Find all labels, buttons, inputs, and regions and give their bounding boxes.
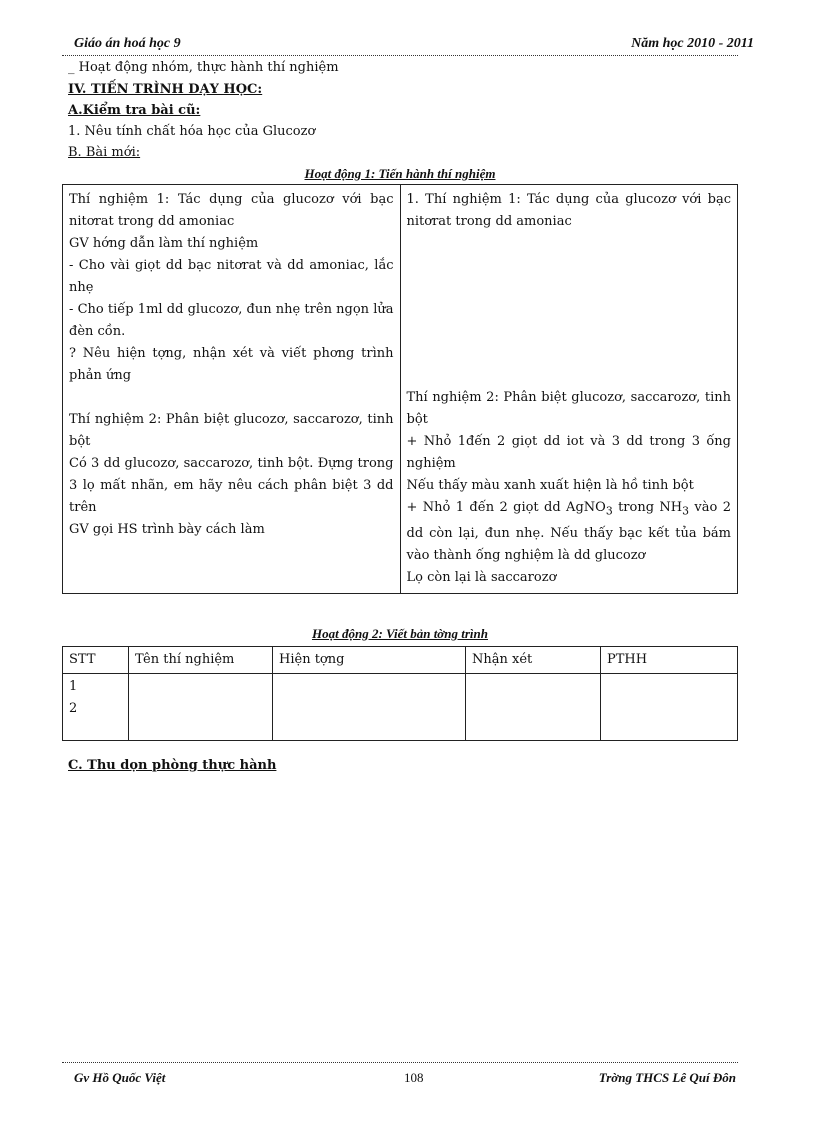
left-exp1-line: - Cho vài giọt dd bạc nitơrat và dd amoniac, lắc nhẹ bbox=[69, 258, 394, 295]
header-divider bbox=[62, 55, 738, 56]
right-exp2-line: Lọ còn lại là saccarozơ bbox=[406, 569, 557, 585]
left-exp1-line: ? Nêu hiện tợng, nhận xét và viết phơng trình phản ứng bbox=[69, 346, 394, 383]
right-exp1-line: 1. Thí nghiệm 1: Tác dụng của glucozơ với bạc nitơrat trong dd amoniac bbox=[406, 192, 731, 229]
header-left: Giáo án hoá học 9 bbox=[74, 36, 181, 51]
text-part: + Nhỏ 1 đến 2 giọt dd AgNO bbox=[406, 500, 606, 515]
empty-cell bbox=[466, 674, 601, 741]
empty-cell bbox=[601, 674, 738, 741]
empty-cell bbox=[273, 674, 466, 741]
report-table bbox=[62, 646, 738, 741]
left-exp2-line: Thí nghiệm 2: Phân biệt glucozơ, saccarozơ, tinh bột bbox=[69, 412, 394, 449]
text-part: vào 2 dd còn lại, đun nhẹ. Nếu thấy bạc kết tủa bám vào thành ống nghiệm là dd glucozơ bbox=[406, 500, 732, 563]
report-body-row bbox=[63, 674, 738, 741]
activity1-title: Hoạt động 1: Tiến hành thí nghiệm bbox=[304, 166, 496, 181]
section-b-heading: B. Bài mới: bbox=[68, 145, 141, 160]
activity1-right-cell bbox=[400, 185, 738, 594]
stt-value: 2 bbox=[69, 701, 78, 716]
section-a-heading: A.Kiểm tra bài cũ: bbox=[68, 103, 201, 118]
right-exp2-line: Nếu thấy màu xanh xuất hiện là hồ tinh bột bbox=[406, 478, 694, 493]
right-exp2-line: Thí nghiệm 2: Phân biệt glucozơ, saccarozơ, tinh bột bbox=[406, 390, 731, 427]
intro-line: _ Hoạt động nhóm, thực hành thí nghiệm bbox=[68, 60, 339, 75]
left-exp2-line: Có 3 dd glucozơ, saccarozơ, tinh bột. Đựng trong 3 lọ mất nhãn, em hãy nêu cách phân biệt 3 dd trên bbox=[69, 456, 394, 515]
header-right: Năm học 2010 - 2011 bbox=[631, 36, 754, 51]
col-header-stt: STT bbox=[63, 647, 129, 674]
col-header-phenomenon: Hiện tợng bbox=[273, 647, 466, 674]
stt-value: 1 bbox=[69, 679, 78, 694]
left-exp1-line: - Cho tiếp 1ml dd glucozơ, đun nhẹ trên ngọn lửa đèn cồn. bbox=[69, 302, 394, 339]
right-exp2-line bbox=[407, 497, 732, 567]
stt-cell bbox=[63, 674, 129, 741]
text-part: trong NH bbox=[612, 500, 683, 515]
footer-divider bbox=[62, 1062, 738, 1063]
report-header-row bbox=[63, 647, 738, 674]
left-exp1-line: GV hớng dẫn làm thí nghiệm bbox=[69, 236, 259, 251]
page-number: 108 bbox=[404, 1070, 424, 1085]
col-header-name: Tên thí nghiệm bbox=[129, 647, 273, 674]
empty-cell bbox=[129, 674, 273, 741]
right-exp2-line: + Nhỏ 1đến 2 giọt dd iot và 3 dd trong 3 ống nghiệm bbox=[406, 434, 731, 471]
activity1-table bbox=[62, 184, 738, 594]
footer-right: Trờng THCS Lê Quí Đôn bbox=[598, 1070, 736, 1085]
left-exp1-line: Thí nghiệm 1: Tác dụng của glucozơ với bạc nitơrat trong dd amoniac bbox=[69, 192, 394, 229]
subscript: 3 bbox=[605, 504, 613, 518]
col-header-comment: Nhận xét bbox=[466, 647, 601, 674]
activity2-title: Hoạt động 2: Viết bản tờng trình bbox=[311, 626, 489, 641]
question-1: 1. Nêu tính chất hóa học của Glucozơ bbox=[68, 124, 316, 139]
section-iv-heading: IV. TIẾN TRÌNH DẠY HỌC: bbox=[68, 82, 263, 97]
col-header-equation: PTHH bbox=[601, 647, 738, 674]
left-exp2-line: GV gọi HS trình bày cách làm bbox=[69, 522, 265, 537]
footer-left: Gv Hồ Quốc Việt bbox=[74, 1070, 166, 1085]
activity1-left-cell bbox=[63, 185, 401, 594]
section-c-heading: C. Thu dọn phòng thực hành bbox=[68, 758, 277, 773]
subscript: 3 bbox=[682, 504, 690, 518]
